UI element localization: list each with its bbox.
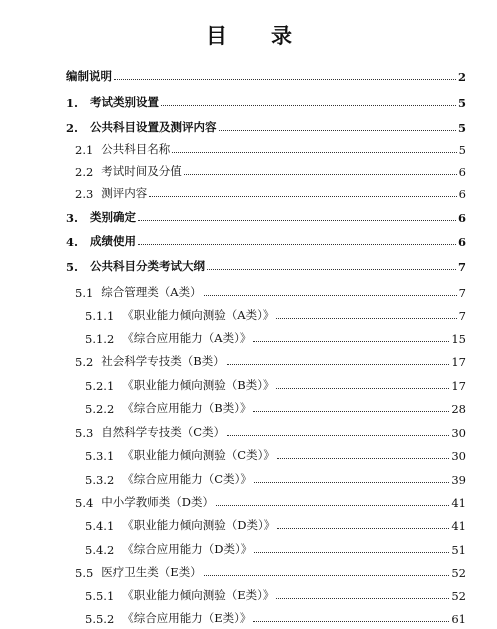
toc-entry-number: 3.	[66, 211, 79, 225]
toc-entry-title: 考试类别设置	[90, 95, 159, 109]
toc-entry-title: 《综合应用能力（E类）》	[122, 611, 252, 625]
toc-entry-number: 5.3.1	[85, 449, 115, 463]
toc-leader-dots	[276, 387, 449, 389]
toc-entry-number: 2.2	[75, 165, 94, 179]
toc-entry[interactable]	[66, 64, 466, 84]
toc-entry-page: 5	[458, 143, 466, 157]
toc-leader-dots	[138, 219, 456, 221]
toc-leader-dots	[207, 268, 456, 270]
toc-entry-page: 5	[457, 96, 466, 110]
toc-entry-page: 7	[457, 260, 466, 274]
toc-entry-page: 41	[451, 496, 466, 510]
toc-entry-number: 5.1	[75, 286, 94, 300]
toc-entry-page: 39	[451, 473, 466, 487]
toc-leader-dots	[227, 434, 449, 436]
toc-entry-number: 2.1	[75, 143, 94, 157]
toc-entry-number: 5.1.1	[85, 309, 115, 323]
toc-entry-number: 5.1.2	[85, 332, 115, 346]
toc-entry-page: 41	[451, 519, 466, 533]
toc-entry[interactable]	[85, 537, 466, 557]
toc-entry[interactable]	[85, 606, 466, 626]
toc-entry-page: 6	[457, 235, 466, 249]
toc-entry-title: 《职业能力倾向测验（D类）》	[122, 518, 276, 532]
toc-entry[interactable]	[85, 467, 466, 487]
toc-leader-dots	[138, 243, 456, 245]
toc-entry-title: 《职业能力倾向测验（E类）》	[122, 588, 275, 602]
toc-entry[interactable]	[85, 513, 466, 533]
toc-leader-dots	[277, 457, 450, 459]
toc-leader-dots	[253, 340, 449, 342]
toc-leader-dots	[276, 597, 449, 599]
toc-entry-title: 中小学教师类（D类）	[101, 495, 215, 509]
toc-entry-title: 《职业能力倾向测验（B类）》	[122, 378, 275, 392]
toc-entry-page: 28	[451, 402, 466, 416]
toc-leader-dots	[216, 504, 449, 506]
toc-entry[interactable]	[66, 229, 466, 249]
toc-entry-title: 编制说明	[66, 69, 112, 83]
toc-entry[interactable]	[85, 443, 466, 463]
toc-leader-dots	[161, 104, 456, 106]
toc-entry-number: 1.	[66, 96, 79, 110]
toc-entry-number: 5.5.1	[85, 589, 115, 603]
toc-entry-number: 5.5	[75, 566, 94, 580]
toc-entry[interactable]	[75, 349, 466, 369]
title-char-1: 目	[206, 23, 227, 48]
toc-entry-title: 公共科目设置及测评内容	[90, 120, 217, 134]
toc-entry-number: 5.2	[75, 355, 94, 369]
toc-entry-page: 52	[451, 589, 466, 603]
toc-leader-dots	[227, 363, 450, 365]
toc-entry-number: 5.3	[75, 426, 94, 440]
toc-entry-number: 5.4.1	[85, 519, 115, 533]
toc-leader-dots	[253, 410, 449, 412]
toc-entry-page: 7	[458, 286, 466, 300]
toc-entry[interactable]	[66, 115, 466, 135]
toc-entry-number: 5.2.2	[85, 402, 115, 416]
toc-entry-title: 《综合应用能力（A类）》	[122, 331, 252, 345]
toc-entry-page: 6	[458, 187, 466, 201]
toc-entry-title: 测评内容	[101, 186, 148, 200]
toc-entry-number: 5.3.2	[85, 473, 115, 487]
toc-leader-dots	[114, 78, 456, 80]
toc-entry-title: 考试时间及分值	[101, 164, 182, 178]
toc-entry-number: 2.	[66, 121, 79, 135]
toc-entry[interactable]	[85, 396, 466, 416]
toc-entry-number: 5.4.2	[85, 543, 115, 557]
toc-entry-title: 《职业能力倾向测验（A类）》	[122, 308, 275, 322]
toc-entry-number: 2.3	[75, 187, 94, 201]
toc-entry-title: 医疗卫生类（E类）	[101, 565, 202, 579]
toc-entry-number: 5.4	[75, 496, 94, 510]
toc-leader-dots	[184, 173, 457, 175]
toc-entry-page: 2	[457, 70, 466, 84]
toc-entry-page: 15	[451, 332, 466, 346]
toc-entry[interactable]	[75, 181, 466, 201]
toc-entry-title: 社会科学专技类（B类）	[101, 354, 225, 368]
toc-entry-number: 5.	[66, 260, 79, 274]
toc-leader-dots	[204, 294, 457, 296]
toc-entry-number: 4.	[66, 235, 79, 249]
toc-entry[interactable]	[75, 159, 466, 179]
toc-entry-title: 《综合应用能力（C类）》	[122, 472, 252, 486]
toc-leader-dots	[254, 481, 450, 483]
toc-entry[interactable]	[85, 373, 466, 393]
toc-leader-dots	[204, 574, 450, 576]
toc-entry[interactable]	[85, 303, 466, 323]
toc-entry-number: 5.5.2	[85, 612, 115, 626]
toc-entry-title: 公共科目名称	[101, 142, 171, 156]
toc-entry[interactable]	[75, 137, 466, 157]
toc-entry[interactable]	[85, 583, 466, 603]
toc-entry[interactable]	[66, 254, 466, 274]
toc-entry[interactable]	[75, 420, 466, 440]
toc-entry-title: 类别确定	[90, 210, 136, 224]
toc-entry-page: 5	[457, 121, 466, 135]
toc-leader-dots	[253, 620, 449, 622]
toc-entry-title: 公共科目分类考试大纲	[90, 259, 205, 273]
toc-entry[interactable]	[66, 205, 466, 225]
toc-entry-page: 7	[458, 309, 466, 323]
toc-leader-dots	[149, 195, 456, 197]
toc-entry-page: 17	[451, 379, 466, 393]
toc-leader-dots	[254, 551, 449, 553]
toc-entry-page: 52	[451, 566, 466, 580]
toc-entry-page: 51	[451, 543, 466, 557]
toc-entry[interactable]	[75, 490, 466, 510]
toc-entry-page: 6	[457, 211, 466, 225]
toc-entry[interactable]	[75, 280, 466, 300]
toc-leader-dots	[277, 527, 449, 529]
toc-entry-title: 自然科学专技类（C类）	[101, 425, 226, 439]
toc-entry-page: 61	[451, 612, 466, 626]
toc-entry-title: 成绩使用	[90, 234, 136, 248]
toc-leader-dots	[276, 317, 456, 319]
toc-entry-page: 17	[451, 355, 466, 369]
toc-entry-page: 30	[451, 426, 466, 440]
toc-entry[interactable]	[75, 560, 466, 580]
toc-entry-page: 6	[458, 165, 466, 179]
toc-leader-dots	[172, 151, 456, 153]
toc-entry-number: 5.2.1	[85, 379, 115, 393]
toc-entry-title: 《职业能力倾向测验（C类）》	[122, 448, 275, 462]
toc-entry[interactable]	[66, 90, 466, 110]
toc-entry-title: 《综合应用能力（B类）》	[122, 401, 252, 415]
toc-entry-page: 30	[451, 449, 466, 463]
toc-entry-title: 《综合应用能力（D类）》	[122, 542, 253, 556]
toc-entry[interactable]	[85, 326, 466, 346]
toc-leader-dots	[219, 129, 456, 131]
title-char-2: 录	[271, 23, 292, 48]
toc-entry-title: 综合管理类（A类）	[101, 285, 202, 299]
